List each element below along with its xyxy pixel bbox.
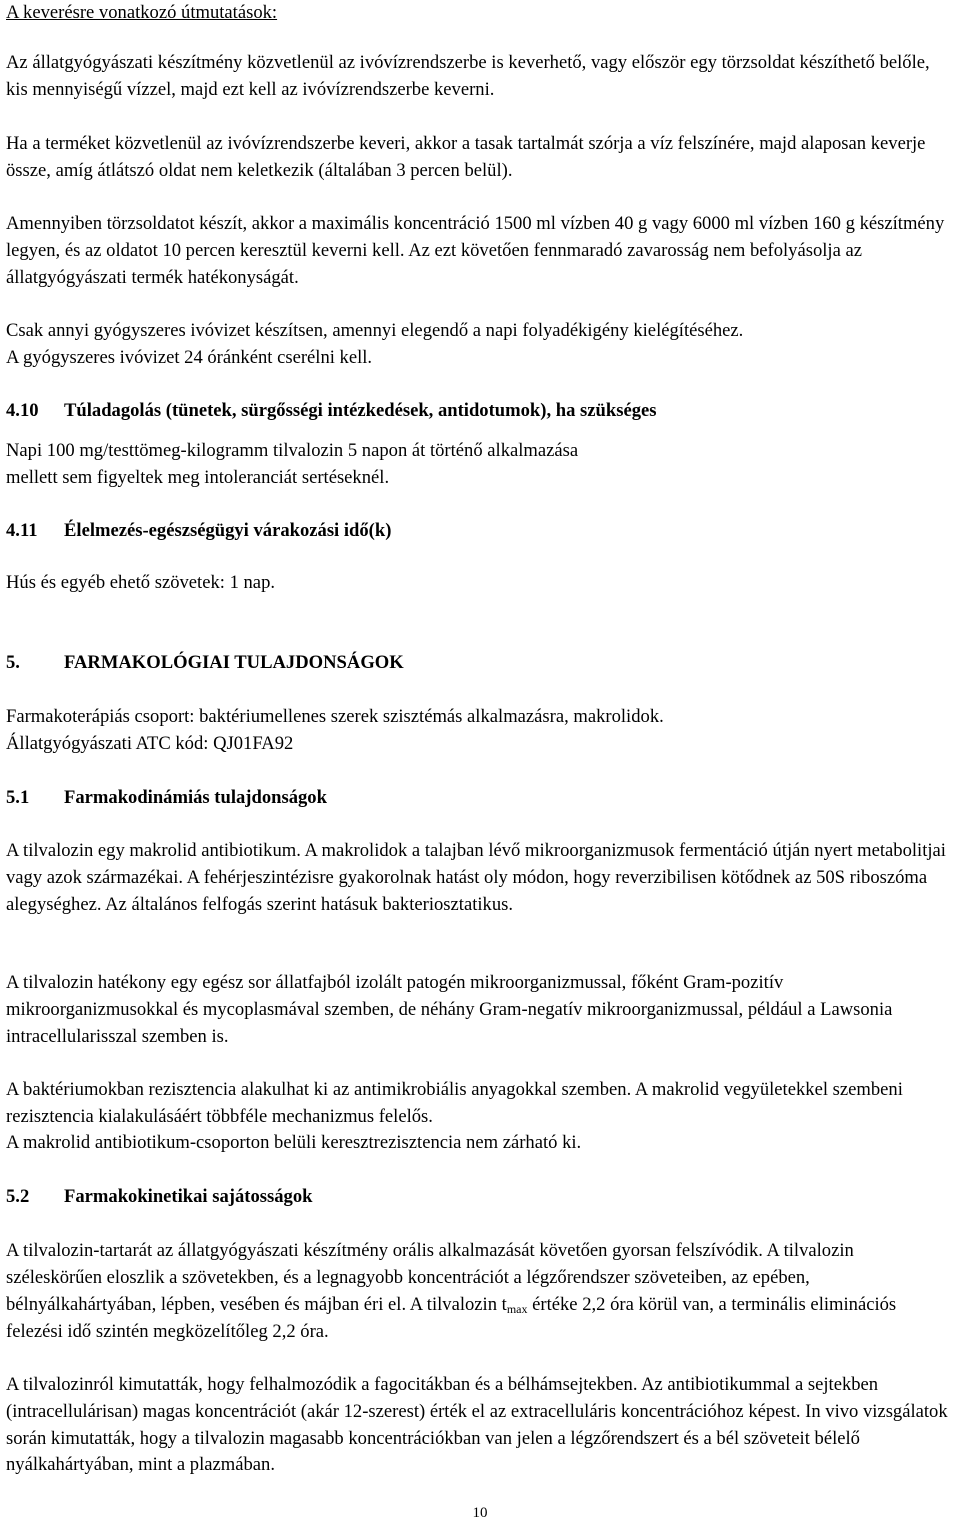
mixing-paragraph-3: Amennyiben törzsoldatot készít, akkor a maximális koncentráció 1500 ml vízben 40 g vagy 6000 ml vízben 160 g készítmény legyen, és az oldatot 10 percen keresztül keverni kell. Az ezt követően fennmaradó zavarosság nem befolyásolja az állatgyógyászati termék hatékonyságát. — [6, 213, 945, 288]
pk-text-a: A tilvalozin-tartarát az állatgyógyászati készítmény orális alkalmazását követően gyorsan felszívódik. A tilvalozin széleskörűen eloszlik a szövetekben, és a legnagyobb koncentrációt a légzőrendszer szöveteiben, az epében, bélnyálkahártyában, lépben, vesében és májban éri el. A tilvalozin t — [6, 1240, 854, 1315]
pk-text-b: értéke 2,2 óra körül van, a terminális eliminációs felezési idő szintén megközelítőleg 2,2 óra. — [6, 1293, 897, 1343]
section-title: Túladagolás (tünetek, sürgősségi intézkedések, antidotumok), ha szükséges — [64, 400, 657, 421]
section-title: Farmakodinámiás tulajdonságok — [64, 787, 327, 808]
withdrawal-text: Hús és egyéb ehető szövetek: 1 nap. — [6, 572, 276, 593]
section-number: 5.2 — [6, 1186, 30, 1207]
pharmacokinetics-paragraph-1 — [6, 1238, 954, 1346]
section-4-10-heading — [6, 398, 954, 425]
page-number: 10 — [472, 1505, 488, 1521]
section-title: FARMAKOLÓGIAI TULAJDONSÁGOK — [64, 652, 404, 673]
pharmacodynamics-paragraph-3b: A makrolid antibiotikum-csoporton belüli keresztrezisztencia nem zárható ki. — [6, 1132, 582, 1153]
section-number: 4.10 — [6, 400, 39, 421]
section-5-heading — [6, 650, 954, 677]
section-5-1-heading — [6, 785, 954, 812]
section-title: Élelmezés-egészségügyi várakozási idő(k) — [64, 520, 392, 541]
pharmacodynamics-paragraph-2: A tilvalozin hatékony egy egész sor állatfajból izolált patogén mikroorganizmussal, főként Gram-pozitív mikroorganizmusokkal és mycoplasmával szemben, de néhány Gram-negatív mikroorganizmussal, például a Lawsonia intracellularisszal szemben is. — [6, 972, 893, 1047]
section-number: 5. — [6, 652, 20, 673]
overdose-line-2: mellett sem figyeltek meg intoleranciát sertéseknél. — [6, 467, 390, 488]
mixing-paragraph-4a: Csak annyi gyógyszeres ivóvizet készítsen, amennyi elegendő a napi folyadékigény kielégítéséhez. — [6, 320, 744, 341]
mixing-paragraph-4b: A gyógyszeres ivóvizet 24 óránként cserélni kell. — [6, 347, 373, 368]
atc-code: Állatgyógyászati ATC kód: QJ01FA92 — [6, 733, 294, 754]
pk-subscript: max — [506, 1301, 528, 1316]
pharmacokinetics-paragraph-2: A tilvalozinról kimutatták, hogy felhalmozódik a fagocitákban és a bélhámsejtekben. Az antibiotikummal a sejtekben (intracellulárisan) magas koncentrációt (akár 12-szerest) érték el az extracelluláris koncentrációhoz képest. In vivo vizsgálatok során kimutatták, hogy a tilvalozin magasabb koncentrációkban van jelen a légzőrendszert és a bél szöveteit bélelő nyálkahártyában, mint a plazmában. — [6, 1374, 948, 1476]
section-5-2-heading — [6, 1184, 954, 1211]
pharmacotherapeutic-group: Farmakoterápiás csoport: baktériumellenes szerek szisztémás alkalmazásra, makrolidok. — [6, 706, 664, 727]
overdose-line-1: Napi 100 mg/testtömeg-kilogramm tilvalozin 5 napon át történő alkalmazása — [6, 440, 579, 461]
pharmacodynamics-paragraph-1: A tilvalozin egy makrolid antibiotikum. A makrolidok a talajban lévő mikroorganizmusok fermentáció útján nyert metabolitjai vagy azok származékai. A fehérjeszintézisre gyakorolnak hatást oly módon, hogy reverzibilisen kötődnek az 50S riboszóma alegységhez. Az általános felfogás szerint hatásuk bakteriosztatikus. — [6, 840, 946, 915]
section-4-11-heading — [6, 518, 954, 545]
section-number: 5.1 — [6, 787, 30, 808]
mixing-title: A keverésre vonatkozó útmutatások: — [6, 2, 278, 23]
mixing-paragraph-1: Az állatgyógyászati készítmény közvetlenül az ivóvízrendszerbe is keverhető, vagy először egy törzsoldat készíthető belőle, kis mennyiségű vízzel, majd ezt kell az ivóvízrendszerbe keverni. — [6, 52, 930, 100]
pharmacodynamics-paragraph-3a: A baktériumokban rezisztencia alakulhat ki az antimikrobiális anyagokkal szemben. A makrolid vegyületekkel szembeni rezisztencia kialakulásáért többféle mechanizmus felelős. — [6, 1079, 903, 1127]
section-title: Farmakokinetikai sajátosságok — [64, 1186, 313, 1207]
mixing-paragraph-2: Ha a terméket közvetlenül az ivóvízrendszerbe keveri, akkor a tasak tartalmát szórja a víz felszínére, majd alaposan keverje össze, amíg átlátszó oldat nem keletkezik (általában 3 percen belül). — [6, 133, 926, 181]
section-number: 4.11 — [6, 520, 38, 541]
